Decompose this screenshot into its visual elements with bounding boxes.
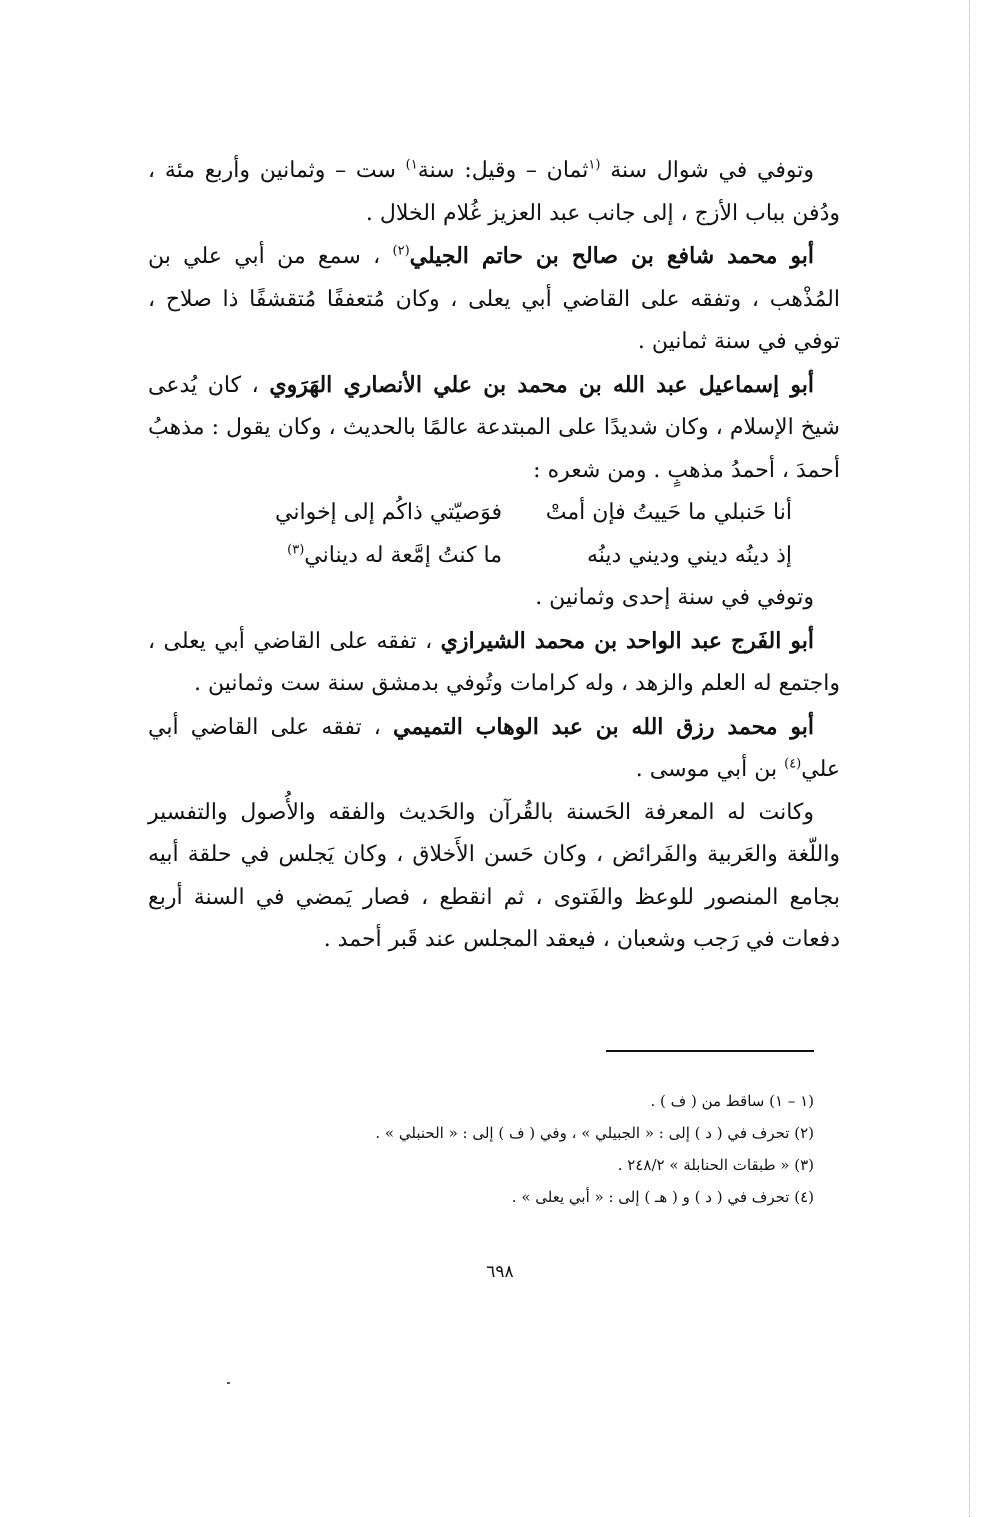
- footnote-ref: (٢): [392, 243, 410, 259]
- main-text: [148, 150, 840, 962]
- poem-line: [148, 535, 840, 578]
- poem-line: [148, 492, 840, 535]
- scan-edge-line: [969, 0, 970, 1517]
- footnote-ref: (٤): [784, 756, 802, 772]
- page-number: ٦٩٨: [486, 1262, 514, 1282]
- scan-speck: [227, 1382, 230, 1384]
- entry-name: أبو إسماعيل عبد الله بن محمد بن علي الأنصاري الهَرَوي: [269, 371, 814, 398]
- paragraph-harawi-death: وتوفي في سنة إحدى وثمانين .: [535, 585, 814, 610]
- poem-hemistich: ما كنتُ إمَّعة له ديناني$^{(٣)}$: [287, 542, 502, 568]
- footnote: (٤) تحرف في ( د ) و ( هـ ) إلى : « أبي يعلى » .: [511, 1188, 814, 1206]
- entry-shirazi: أبو الفَرج عبد الواحد بن محمد الشيرازي ، تفقه على القاضي أبي يعلى ، واجتمع له العلم والزهد ، وله كرامات وتُوفي بدمشق سنة ست وثمانين .: [148, 627, 840, 696]
- entry-name: أبو محمد شافع بن صالح بن حاتم الجيلي: [409, 243, 814, 269]
- poem-hemistich: أنا حَنبلي ما حَييتُ فإن أمتْ: [545, 500, 792, 525]
- entry-shafi: أبو محمد شافع بن صالح بن حاتم الجيلي$^{(٢)}$ ، سمع من أبي علي بن المُذْهب ، وتفقه على القاضي أبي يعلى ، وكان مُتعففًا مُتقشفًا ذا صلاح ، توفي في سنة ثمانين .: [148, 243, 840, 354]
- poem-hemistich: إذ دينُه ديني وديني دينُه: [586, 542, 792, 568]
- paragraph-tamimi-more: وكانت له المعرفة الحَسنة بالقُرآن والحَديث والفقه والأُصول والتفسير واللّغة والعَربية والفَرائض ، وكان حَسن الأَخلاق ، وكان يَجلس في حلقة أبيه بجامع المنصور للوعظ والفَتوى ، ثم انقطع ، فصار يَمضي في السنة أربع دفعات في رَجب وشعبان ، فيعقد المجلس عند قَبر أحمد .: [148, 799, 840, 952]
- footnotes: [200, 1085, 814, 1213]
- footnote: (٣) « طبقات الحنابلة » ٢٤٨/٢ .: [617, 1156, 814, 1174]
- footnote-separator: [606, 1050, 814, 1052]
- entry-name: أبو محمد رزق الله بن عبد الوهاب التميمي: [393, 713, 814, 740]
- entry-name: أبو الفَرج عبد الواحد بن محمد الشيرازي: [440, 627, 815, 654]
- paragraph-death-date: وتوفي في شوال سنة $^{(١}$ثمان – وقيل: سنة$^{١)}$ ست – وثمانين وأربع مئة ، ودُفن بباب الأزج ، إلى جانب عبد العزيز غُلام الخلال .: [148, 157, 840, 226]
- poem: [148, 492, 840, 577]
- footnote: (١ – ١) ساقط من ( ف ) .: [650, 1092, 814, 1110]
- footnote-ref: (٣): [287, 542, 305, 558]
- entry-tamimi: أبو محمد رزق الله بن عبد الوهاب التميمي ، تفقه على القاضي أبي علي$^{(٤)}$ بن أبي موسى .: [148, 713, 840, 782]
- poem-hemistich: فوَصيّتي ذاكُم إلى إخواني: [275, 500, 502, 525]
- footnote: (٢) تحرف في ( د ) إلى : « الجبيلي » ، وفي ( ف ) إلى : « الحنبلي » .: [375, 1124, 814, 1142]
- entry-harawi: أبو إسماعيل عبد الله بن محمد بن علي الأنصاري الهَرَوي ، كان يُدعى شيخ الإسلام ، وكان شديدًا على المبتدعة عالمًا بالحديث ، وكان يقول : مذهبُ أحمدَ ، أحمدُ مذهبٍ . ومن شعره :: [148, 371, 840, 483]
